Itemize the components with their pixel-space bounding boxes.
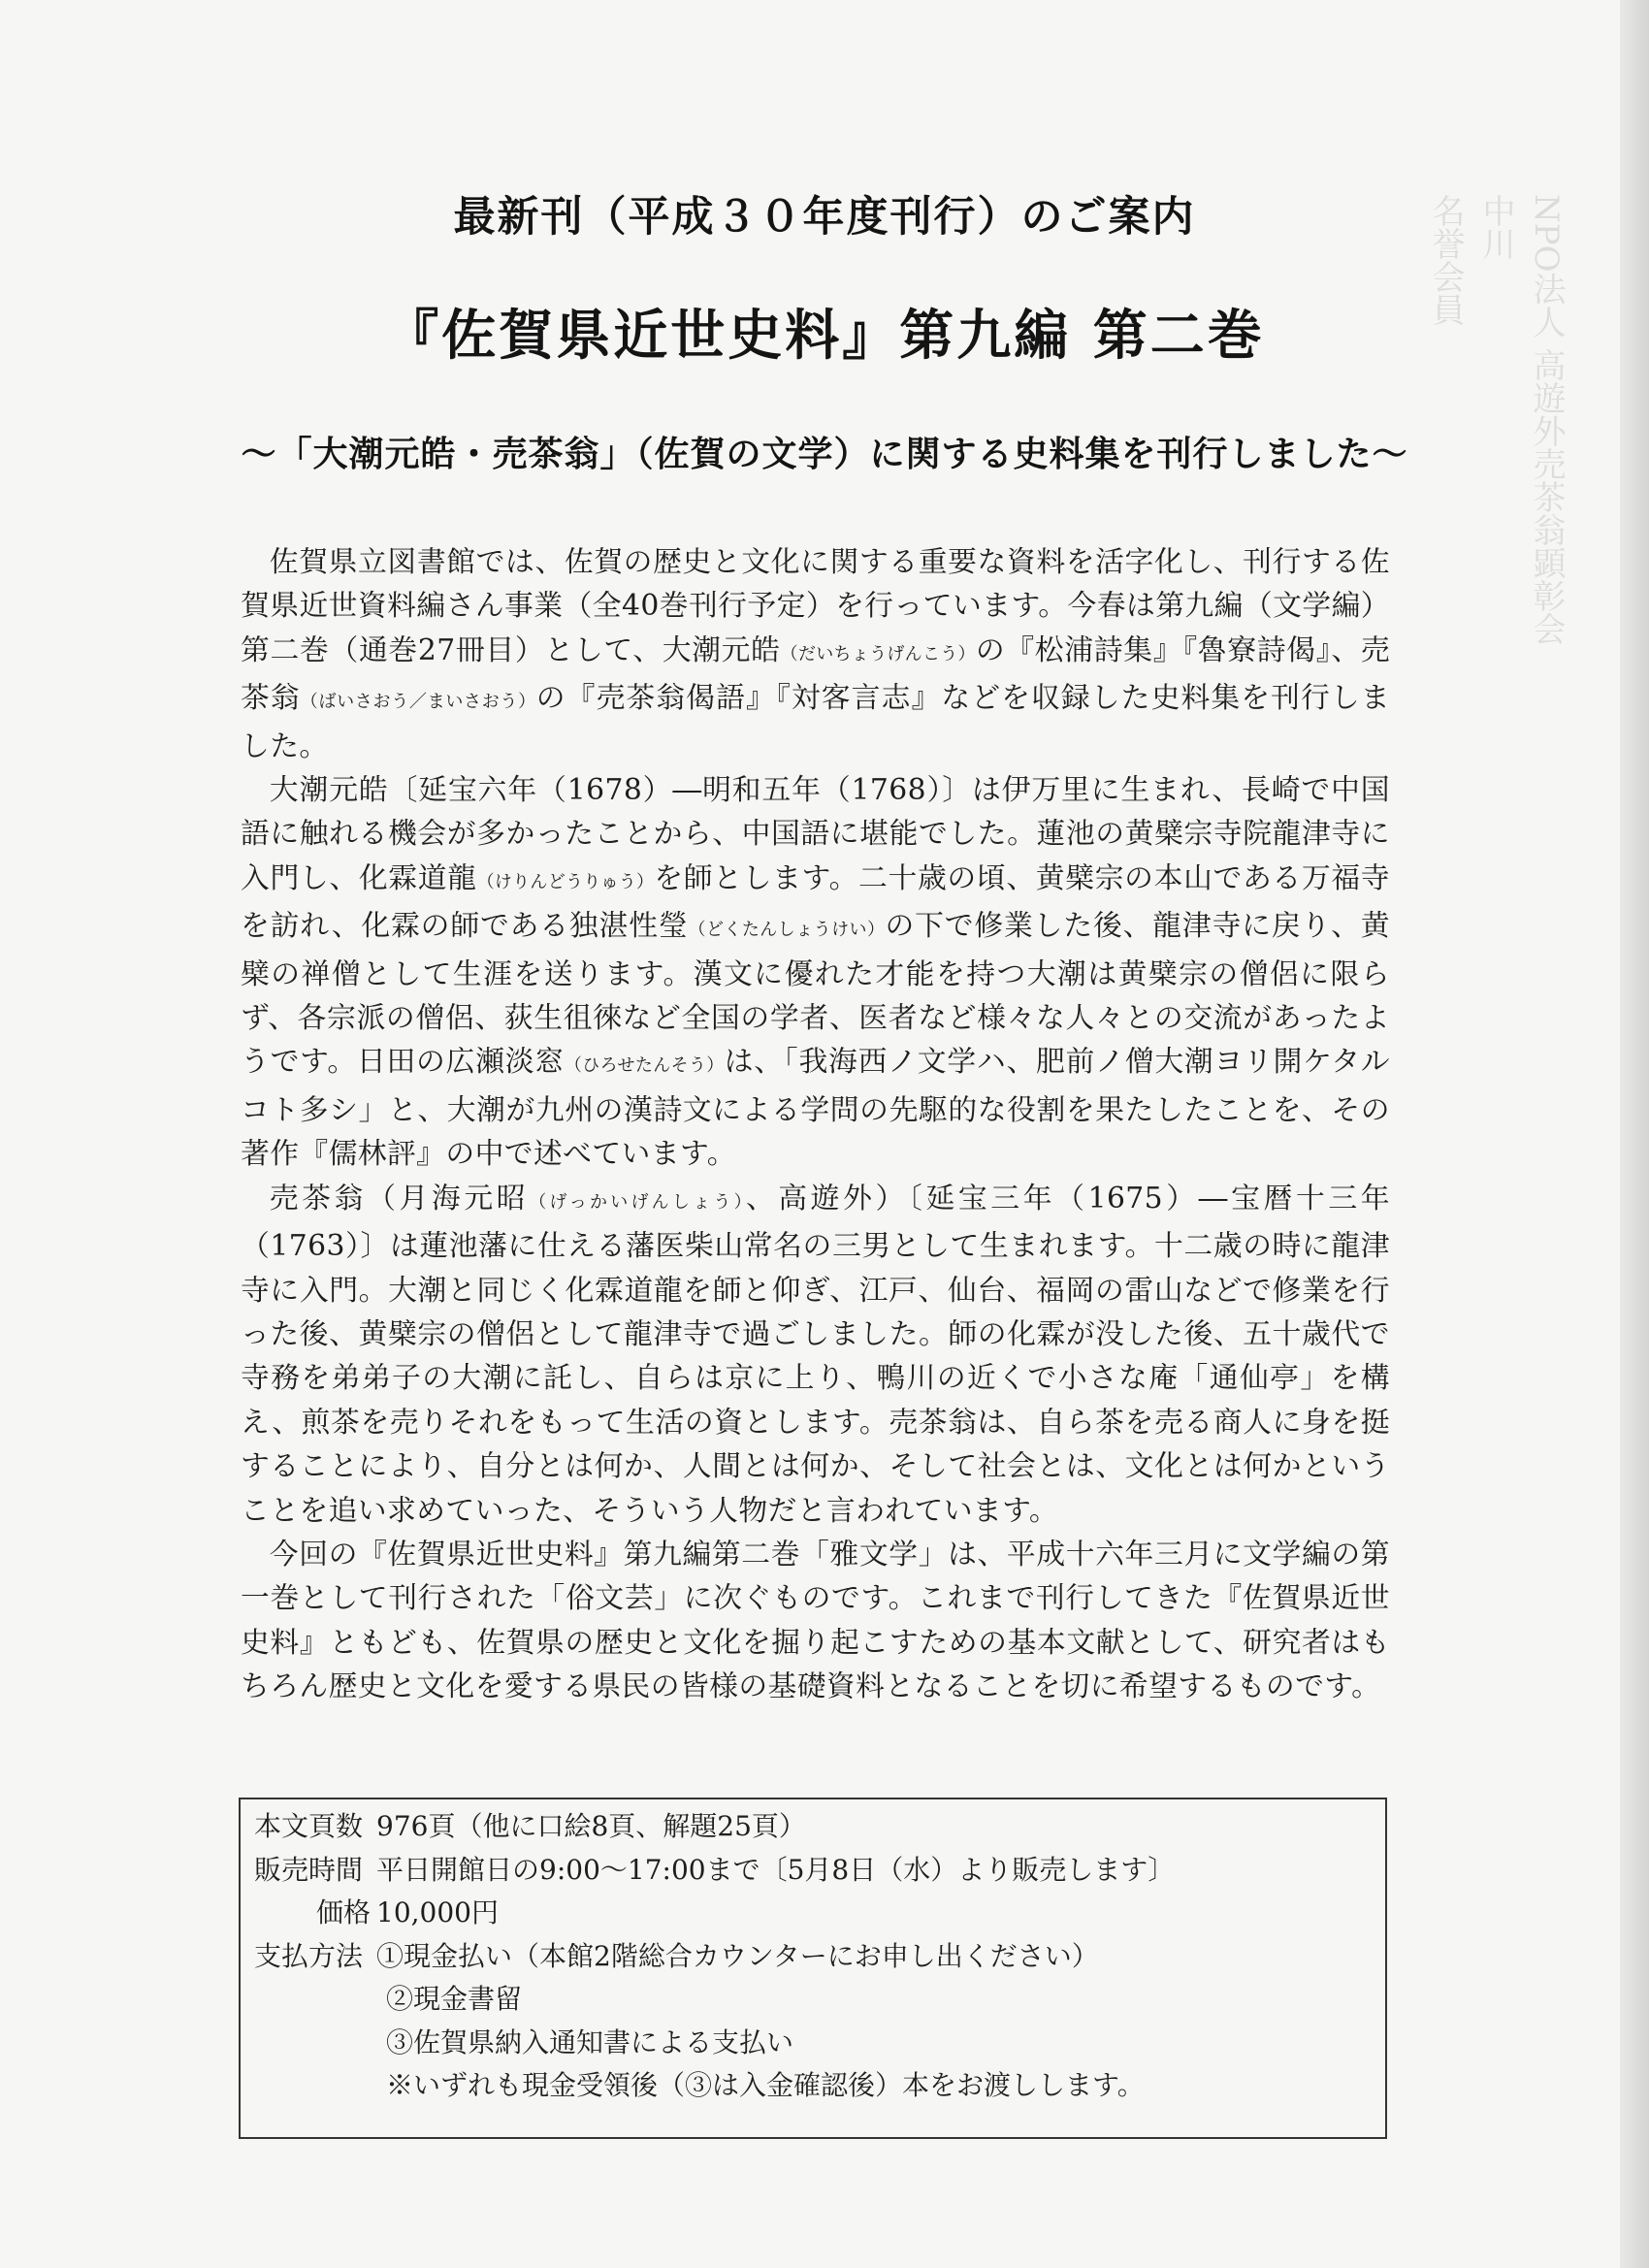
reading-annotation: （ばいさおう／まいさおう） <box>300 692 536 713</box>
bleed-line: 中川 <box>1476 194 1515 260</box>
bleed-line: 名誉会員 <box>1426 194 1465 326</box>
notice-title: 最新刊（平成３０年度刊行）のご案内 <box>453 193 1196 242</box>
paragraph-baisao: 売茶翁（月海元昭（げっかいげんしょう）、高遊外）〔延宝三年（1675）―宝暦十三年（1763）〕は蓮池藩に仕える藩医柴山常名の三男として生まれます。十二歳の時に龍津寺に入門。大潮と同じく化霖道龍を師と仰ぎ、江戸、仙台、福岡の雷山などで修業を行った後、黄檗宗の僧侶として龍津寺で過ごしました。師の化霖が没した後、五十歳代で寺務を弟弟子の大潮に託し、自らは京に上り、鴨川の近くで小さな庵「通仙亭」を構え、煎茶を売りそれをもって生活の資とします。売茶翁は、自ら茶を売る商人に身を挺することにより、自分とは何か、人間とは何か、そして社会とは、文化とは何かということを追い求めていった、そういう人物だと言われています。 <box>241 1181 1390 1528</box>
info-row-payment <box>254 1935 1372 1979</box>
info-row-sale <box>254 1849 1372 1893</box>
reading-annotation: （どくたんしょうけい） <box>688 920 886 941</box>
payment-label: 支払方法 <box>254 1939 364 1972</box>
body-text <box>241 540 1390 1709</box>
payment-option-registered-mail: ②現金書留 <box>386 1983 523 2015</box>
payment-note: ※いずれも現金受領後（③は入金確認後）本をお渡しします。 <box>386 2069 1145 2101</box>
reading-annotation: （ひろせたんそう） <box>564 1055 725 1077</box>
pages-label: 本文頁数 <box>254 1810 364 1842</box>
price-value: 10,000円 <box>376 1896 499 1928</box>
payment-option-cash: ①現金払い（本館2階総合カウンターにお申し出ください） <box>376 1939 1099 1972</box>
reading-annotation: （だいちょうげんこう） <box>780 643 976 664</box>
paragraph-closing: 今回の『佐賀県近世史料』第九編第二巻「雅文学」は、平成十六年三月に文学編の第一巻として刊行された「俗文芸」に次ぐものです。これまで刊行してきた『佐賀県近世史料』ともども、佐賀県の歴史と文化を掘り起こすための基本文献として、研究者はもちろん歴史と文化を愛する県民の皆様の基礎資料となることを切に希望するものです。 <box>241 1537 1390 1704</box>
info-row-pages <box>254 1805 1372 1849</box>
sale-value: 平日開館日の9:00～17:00まで〔5月8日（水）より販売します〕 <box>376 1853 1176 1886</box>
payment-option-invoice: ③佐賀県納入通知書による支払い <box>386 2025 794 2058</box>
reading-annotation: （けりんどうりゅう） <box>476 871 655 892</box>
bleed-line: NPO法人 高遊外売茶翁顕彰会 <box>1527 194 1566 646</box>
book-title: 『佐賀県近世史料』第九編 第二巻 <box>384 304 1265 368</box>
reading-annotation: （げっかいげんしょう） <box>529 1191 746 1213</box>
publication-info-box <box>239 1798 1387 2139</box>
price-label: 価格 <box>315 1896 371 1928</box>
sale-label: 販売時間 <box>254 1853 364 1886</box>
book-subtitle: ～「大潮元皓・売茶翁」（佐賀の文学）に関する史料集を刊行しました～ <box>241 434 1408 474</box>
paragraph-daicho: 大潮元皓〔延宝六年（1678）―明和五年（1768）〕は伊万里に生まれ、長崎で中国語に触れる機会が多かったことから、中国語に堪能でした。蓮池の黄檗宗寺院龍津寺に入門し、化霖道龍（けりんどうりゅう）を師とします。二十歳の頃、黄檗宗の本山である万福寺を訪れ、化霖の師である独湛性瑩（どくたんしょうけい）の下で修業した後、龍津寺に戻り、黄檗の禅僧として生涯を送ります。漢文に優れた才能を持つ大潮は黄檗宗の僧侶に限らず、各宗派の僧侶、荻生徂徠など全国の学者、医者など様々な人々との交流があったようです。日田の広瀬淡窓（ひろせたんそう）は、「我海西ノ文学ハ、肥前ノ僧大潮ヨリ開ケタルコト多シ」と、大潮が九州の漢詩文による学問の先駆的な役割を果たしたことを、その著作『儒林評』の中で述べています。 <box>241 773 1391 1172</box>
pages-value: 976頁（他に口絵8頁、解題25頁） <box>376 1810 806 1842</box>
info-row-price <box>254 1892 1372 1935</box>
paragraph-intro: 佐賀県立図書館では、佐賀の歴史と文化に関する重要な資料を活字化し、刊行する佐賀県近世資料編さん事業（全40巻刊行予定）を行っています。今春は第九編（文学編）第二巻（通巻27冊目）として、大潮元皓（だいちょうげんこう）の『松浦詩集』『魯寮詩偈』、売茶翁（ばいさおう／まいさおう）の『売茶翁偈語』『対客言志』などを収録した史料集を刊行しました。 <box>241 545 1391 763</box>
